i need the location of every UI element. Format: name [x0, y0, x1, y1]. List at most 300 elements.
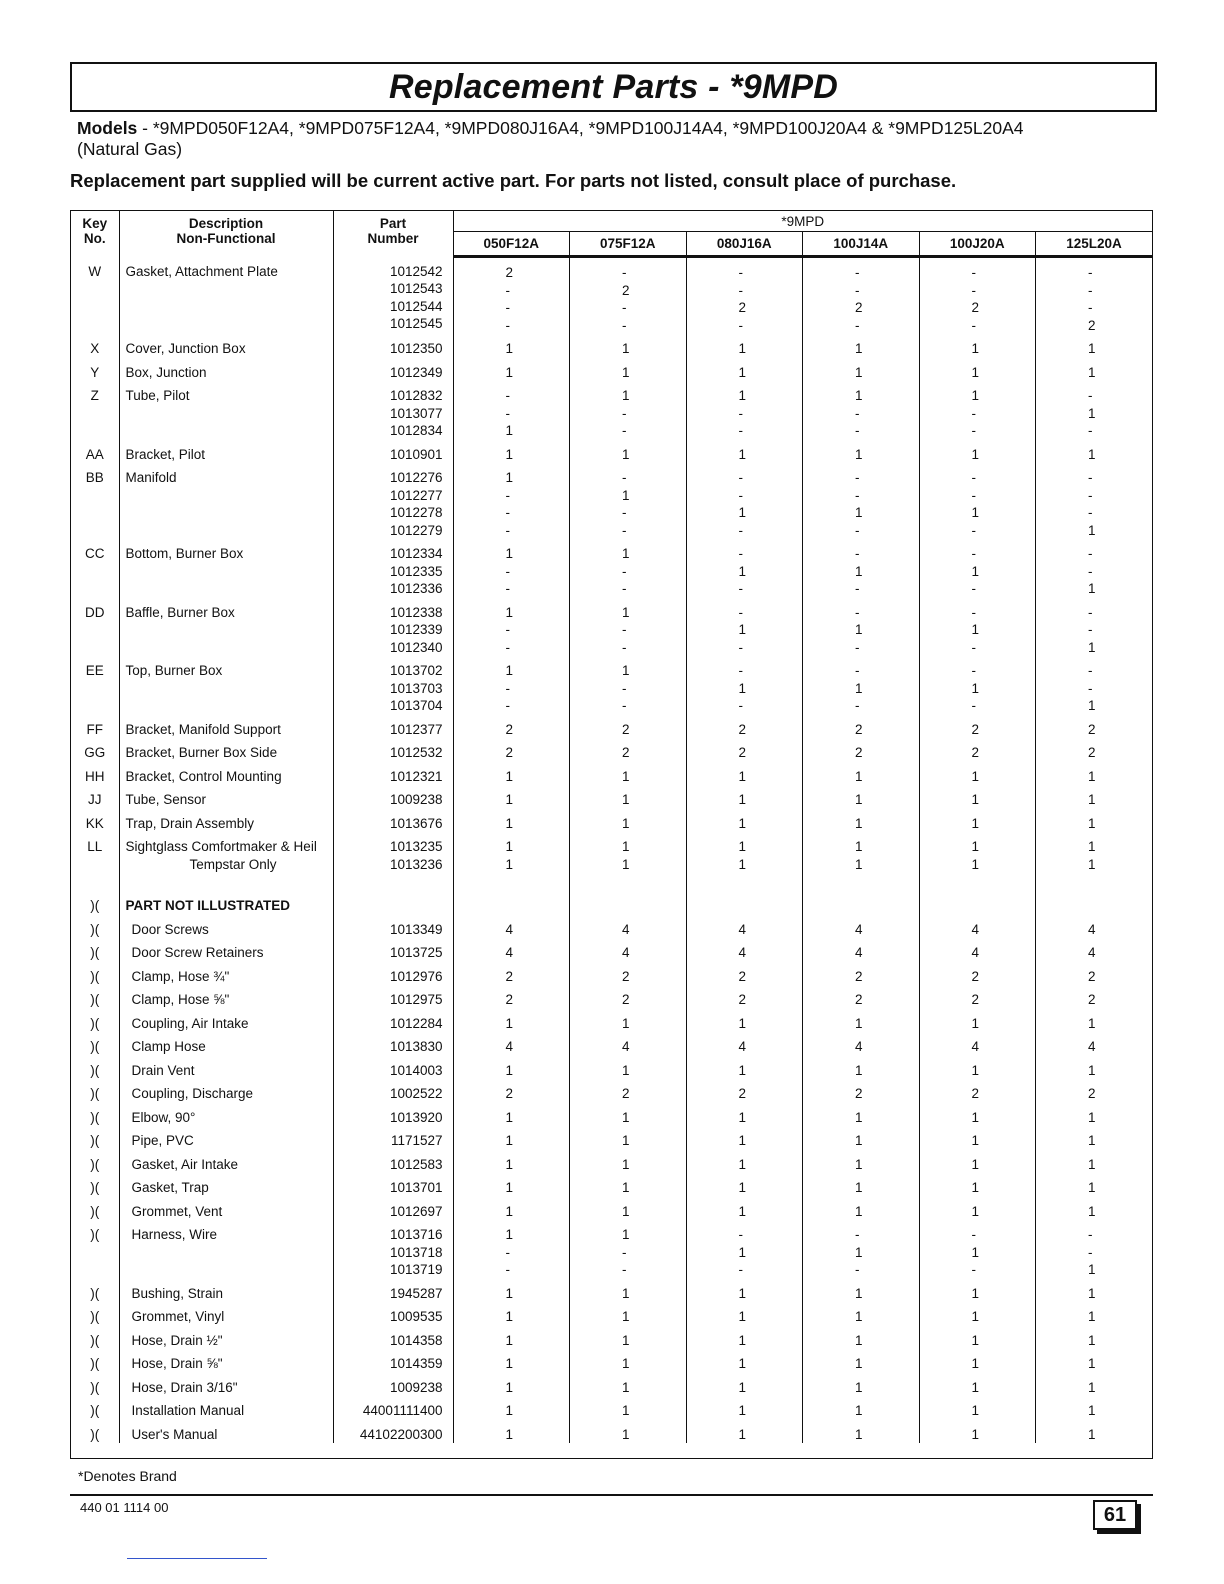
description-cell: Clamp Hose [119, 1032, 333, 1056]
part-number-cell: 1014359 [333, 1349, 453, 1373]
quantity-cell: 2 [1088, 992, 1096, 1007]
key-cell: )( [71, 938, 119, 962]
quantity-cell: 1 [803, 334, 920, 358]
quantity-cell: 1 [686, 1056, 803, 1080]
quantity-cell: - 1 - [686, 656, 803, 715]
quantity-cell: 1 [570, 1150, 687, 1174]
quantity-cell: 1 [1088, 1309, 1096, 1324]
quantity-cell: 1 1 [1088, 839, 1096, 872]
key-cell: )( [71, 1396, 119, 1420]
key-cell: W [71, 257, 119, 335]
table-row [71, 1009, 1152, 1033]
quantity-cell: 1 [919, 1326, 1036, 1350]
quantity-cell: 2 [803, 738, 920, 762]
description-cell: Clamp, Hose ¾" [119, 962, 333, 986]
quantity-cell: 2 [453, 985, 570, 1009]
quantity-cell: 2 [570, 962, 687, 986]
quantity-cell: 1 [453, 809, 570, 833]
quantity-cell: - - 2 - [919, 257, 1036, 335]
quantity-cell: 4 [803, 1032, 920, 1056]
quantity-cell: 2 [1088, 745, 1096, 760]
part-number-cell [333, 873, 453, 915]
quantity-cell: 1 [570, 1420, 687, 1444]
footnote: *Denotes Brand [78, 1468, 177, 1484]
quantity-cell [803, 873, 920, 915]
table-row [71, 1056, 1152, 1080]
quantity-cell: 1 [570, 358, 687, 382]
quantity-cell: 2 [803, 962, 920, 986]
quantity-cell: 1 1 [570, 832, 687, 873]
quantity-cell: 2 - - - [453, 257, 570, 335]
key-cell: )( [71, 1197, 119, 1221]
part-number-cell: 1014358 [333, 1326, 453, 1350]
quantity-cell: 1 [1088, 1109, 1096, 1125]
quantity-cell: 1 [686, 1009, 803, 1033]
part-number-cell: 1013716 1013718 1013719 [333, 1220, 453, 1279]
table-row [71, 985, 1152, 1009]
section-label: PART NOT ILLUSTRATED [119, 873, 333, 915]
quantity-cell: 1 [1088, 792, 1096, 807]
part-number-cell: 1010901 [333, 440, 453, 464]
part-number-cell: 1013235 1013236 [333, 832, 453, 873]
quantity-cell: 1 [803, 1302, 920, 1326]
quantity-cell: 2 [570, 985, 687, 1009]
quantity-cell: 1 [570, 1373, 687, 1397]
quantity-cell: 1 [919, 1197, 1036, 1221]
key-cell: )( [71, 1150, 119, 1174]
quantity-cell: 1 [919, 1373, 1036, 1397]
quantity-cell: 1 [453, 334, 570, 358]
quantity-cell: 1 [1088, 1379, 1096, 1395]
table-row [71, 598, 1152, 657]
table-row [71, 358, 1152, 382]
key-cell: )( [71, 1420, 119, 1444]
part-number-cell: 1012697 [333, 1197, 453, 1221]
quantity-cell: 4 [1088, 945, 1096, 960]
quantity-cell: - 1 - [919, 598, 1036, 657]
key-cell: Z [71, 381, 119, 440]
key-cell: GG [71, 738, 119, 762]
quantity-cell: 2 [1088, 1086, 1096, 1101]
table-row [71, 915, 1152, 939]
quantity-cell: 1 [919, 1420, 1036, 1444]
description-cell: Door Screws [119, 915, 333, 939]
model-header: 080J16A [686, 232, 803, 257]
quantity-cell: 1 [570, 1197, 687, 1221]
quantity-cell: 2 [1088, 721, 1096, 737]
description-cell: Manifold [119, 463, 333, 539]
description-cell: Bracket, Pilot [119, 440, 333, 464]
description-cell: Bracket, Manifold Support [119, 715, 333, 739]
description-cell: Trap, Drain Assembly [119, 809, 333, 833]
part-number-cell: 1013725 [333, 938, 453, 962]
quantity-cell: 1 [570, 809, 687, 833]
page-number: 61 [1093, 1500, 1137, 1530]
quantity-cell: 1 [453, 785, 570, 809]
quantity-cell: 1 [686, 1396, 803, 1420]
quantity-cell: 1 [1088, 1356, 1096, 1371]
table-row [71, 809, 1152, 833]
quantity-cell: 1 [919, 1056, 1036, 1080]
description-cell: Clamp, Hose ⅝" [119, 985, 333, 1009]
part-number-cell: 44102200300 [333, 1420, 453, 1444]
key-cell: )( [71, 1103, 119, 1127]
description-cell: Tube, Pilot [119, 381, 333, 440]
part-number-cell: 1012350 [333, 334, 453, 358]
quantity-cell: 1 [453, 1150, 570, 1174]
quantity-cell: - 1 - [919, 656, 1036, 715]
quantity-cell: - - 1 - [686, 463, 803, 539]
table-row [71, 715, 1152, 739]
key-cell: )( [71, 1173, 119, 1197]
quantity-cell: 1 [803, 762, 920, 786]
quantity-cell: 1 [686, 358, 803, 382]
part-number-cell: 1012975 [333, 985, 453, 1009]
quantity-cell: 1 [1088, 1203, 1096, 1219]
part-number-cell: 1945287 [333, 1279, 453, 1303]
quantity-cell: 2 [1088, 968, 1096, 984]
quantity-cell: 4 [803, 938, 920, 962]
quantity-cell: 1 [803, 785, 920, 809]
table-row [71, 762, 1152, 786]
link-underline [127, 1558, 267, 1559]
quantity-cell: 1 [919, 1396, 1036, 1420]
document-number: 440 01 1114 00 [80, 1500, 169, 1515]
key-cell: )( [71, 873, 119, 915]
description-cell: Top, Burner Box [119, 656, 333, 715]
quantity-cell: 1 [919, 1126, 1036, 1150]
quantity-cell: 4 [570, 1032, 687, 1056]
quantity-cell: 1 [919, 1150, 1036, 1174]
quantity-cell: - 1 - [803, 1220, 920, 1279]
quantity-cell: 1 [919, 440, 1036, 464]
quantity-cell: 4 [1088, 1039, 1096, 1054]
page-title-box [70, 62, 1157, 112]
quantity-cell: 1 [686, 1197, 803, 1221]
quantity-cell: 1 [570, 1302, 687, 1326]
model-header: 100J20A [919, 232, 1036, 257]
model-header: 050F12A [453, 232, 570, 257]
quantity-cell: 2 [686, 985, 803, 1009]
quantity-cell: 1 - - [570, 598, 687, 657]
part-number-cell: 1013676 [333, 809, 453, 833]
quantity-cell: 1 [453, 358, 570, 382]
table-row [71, 656, 1152, 715]
quantity-cell: 1 - - [453, 1220, 570, 1279]
quantity-cell: - 1 - [919, 1220, 1036, 1279]
quantity-cell: 4 [453, 1032, 570, 1056]
quantity-cell: - - 1 - [803, 463, 920, 539]
quantity-cell: 1 [570, 1326, 687, 1350]
quantity-cell: 1 [686, 1103, 803, 1127]
quantity-cell [570, 873, 687, 915]
quantity-cell: 1 - - [453, 656, 570, 715]
brand-header: *9MPD [453, 211, 1152, 232]
quantity-cell: 2 [686, 1079, 803, 1103]
quantity-cell: 1 [453, 762, 570, 786]
quantity-cell: 1 [570, 1279, 687, 1303]
table-row [71, 463, 1152, 539]
part-number-cell: 1012583 [333, 1150, 453, 1174]
key-cell: )( [71, 1373, 119, 1397]
quantity-cell: 1 [686, 1420, 803, 1444]
quantity-cell: 1 [1088, 341, 1096, 356]
key-cell: HH [71, 762, 119, 786]
quantity-cell: 1 [919, 785, 1036, 809]
description-cell: Gasket, Attachment Plate [119, 257, 333, 335]
model-header: 075F12A [570, 232, 687, 257]
description-cell: Box, Junction [119, 358, 333, 382]
quantity-cell: 1 [919, 1009, 1036, 1033]
part-number-cell: 1013349 [333, 915, 453, 939]
quantity-cell: 1 [1088, 1156, 1096, 1172]
table-row [71, 738, 1152, 762]
table-row [71, 539, 1152, 598]
quantity-cell: 1 [686, 1173, 803, 1197]
quantity-cell: 1 [803, 440, 920, 464]
model-header: 100J14A [803, 232, 920, 257]
models-label: Models [77, 118, 138, 138]
quantity-cell: 1 - - [803, 381, 920, 440]
part-number-cell: 1013920 [333, 1103, 453, 1127]
quantity-cell: 2 [919, 962, 1036, 986]
quantity-cell: - - 1 - [919, 463, 1036, 539]
part-number-cell: 1012349 [333, 358, 453, 382]
quantity-cell: 1 [686, 1373, 803, 1397]
description-cell: Drain Vent [119, 1056, 333, 1080]
part-number-cell: 1013830 [333, 1032, 453, 1056]
quantity-cell: 1 [803, 1349, 920, 1373]
quantity-cell: 1 [803, 1150, 920, 1174]
part-number-cell: 1009238 [333, 785, 453, 809]
description-cell: Gasket, Trap [119, 1173, 333, 1197]
quantity-cell: 1 [453, 1056, 570, 1080]
quantity-cell: 1 [686, 1349, 803, 1373]
quantity-cell: 1 [1088, 815, 1096, 831]
quantity-cell: 1 [570, 785, 687, 809]
table-row [71, 1420, 1152, 1444]
quantity-cell: 1 [803, 1396, 920, 1420]
part-number-cell: 1012338 1012339 1012340 [333, 598, 453, 657]
quantity-cell: - - - 1 [1088, 470, 1096, 538]
models-fuel: (Natural Gas) [77, 139, 183, 159]
quantity-cell: 1 [919, 1173, 1036, 1197]
description-cell: Cover, Junction Box [119, 334, 333, 358]
part-number-cell: 1009238 [333, 1373, 453, 1397]
quantity-cell: 1 - - [453, 598, 570, 657]
page-title: Replacement Parts - *9MPD [388, 68, 839, 106]
quantity-cell: 1 1 [686, 832, 803, 873]
key-cell: BB [71, 463, 119, 539]
quantity-cell: 1 - - [686, 381, 803, 440]
key-cell: )( [71, 1220, 119, 1279]
description-cell: Grommet, Vent [119, 1197, 333, 1221]
description-cell: Tube, Sensor [119, 785, 333, 809]
description-cell: Coupling, Discharge [119, 1079, 333, 1103]
table-row [71, 381, 1152, 440]
quantity-cell: - - 1 [1088, 1227, 1096, 1277]
quantity-cell: 1 1 [803, 832, 920, 873]
quantity-cell: 1 [1088, 1332, 1096, 1348]
quantity-cell: 1 [1088, 446, 1096, 462]
quantity-cell: 1 [803, 1279, 920, 1303]
quantity-cell: 1 [803, 1173, 920, 1197]
part-number-cell: 1012976 [333, 962, 453, 986]
quantity-cell: 2 [570, 1079, 687, 1103]
quantity-cell: 2 [803, 1079, 920, 1103]
quantity-cell: 2 [570, 738, 687, 762]
table-row [71, 1396, 1152, 1420]
quantity-cell: 4 [803, 915, 920, 939]
description-header: Description Non-Functional [119, 211, 333, 257]
quantity-cell: 1 [1088, 1062, 1096, 1078]
table-row [71, 440, 1152, 464]
quantity-cell: - - 2 - [803, 257, 920, 335]
quantity-cell: 1 [570, 1126, 687, 1150]
quantity-cell: 2 [803, 715, 920, 739]
quantity-cell: 1 [453, 1279, 570, 1303]
key-cell: )( [71, 1009, 119, 1033]
quantity-cell [1036, 873, 1153, 915]
quantity-cell: 1 [453, 1126, 570, 1150]
quantity-cell: 2 [453, 715, 570, 739]
quantity-cell: 4 [570, 915, 687, 939]
key-cell: Y [71, 358, 119, 382]
quantity-cell: - 1 - [919, 539, 1036, 598]
quantity-cell: 1 [686, 1150, 803, 1174]
part-number-cell: 1012542 1012543 1012544 1012545 [333, 257, 453, 335]
parts-table [71, 211, 1152, 1443]
quantity-cell: - 1 - [803, 656, 920, 715]
quantity-cell: - - 2 - [686, 257, 803, 335]
table-row [71, 1079, 1152, 1103]
quantity-cell: 1 [1088, 1015, 1096, 1031]
quantity-cell: 4 [453, 915, 570, 939]
quantity-cell: 1 [803, 1126, 920, 1150]
description-cell: Baffle, Burner Box [119, 598, 333, 657]
description-cell: Hose, Drain ⅝" [119, 1349, 333, 1373]
key-cell: )( [71, 1279, 119, 1303]
table-row [71, 1349, 1152, 1373]
quantity-cell: 4 [570, 938, 687, 962]
quantity-cell: 1 [453, 1349, 570, 1373]
description-cell: Installation Manual [119, 1396, 333, 1420]
quantity-cell: 1 [919, 762, 1036, 786]
quantity-cell: 1 - - [570, 381, 687, 440]
quantity-cell: 1 [1088, 364, 1096, 380]
table-row [71, 962, 1152, 986]
quantity-cell: 1 [803, 1197, 920, 1221]
quantity-cell: 1 [919, 358, 1036, 382]
replacement-notice: Replacement part supplied will be current active part. For parts not listed, consult place of purchase. [70, 170, 957, 191]
quantity-cell: 1 [1088, 1426, 1096, 1442]
quantity-cell: 1 [570, 762, 687, 786]
quantity-cell: 2 [919, 985, 1036, 1009]
quantity-cell: 1 [570, 1396, 687, 1420]
key-cell: X [71, 334, 119, 358]
table-row [71, 785, 1152, 809]
quantity-cell: 1 [570, 1349, 687, 1373]
quantity-cell: 1 [686, 1302, 803, 1326]
quantity-cell: 1 [453, 440, 570, 464]
key-cell: )( [71, 1326, 119, 1350]
quantity-cell: 1 - - [570, 1220, 687, 1279]
table-row [71, 1302, 1152, 1326]
quantity-cell: - - - 2 [1088, 265, 1096, 333]
description-cell: Harness, Wire [119, 1220, 333, 1279]
quantity-cell: 1 [453, 1396, 570, 1420]
quantity-cell: 1 [919, 809, 1036, 833]
quantity-cell: 1 [1088, 1403, 1096, 1418]
parts-table-frame [70, 210, 1153, 1459]
quantity-cell: 4 [686, 915, 803, 939]
quantity-cell: 1 [1088, 1285, 1096, 1301]
quantity-cell: 1 [453, 1302, 570, 1326]
quantity-cell: 1 - - [570, 656, 687, 715]
key-cell: )( [71, 1349, 119, 1373]
part-number-cell: 1012377 [333, 715, 453, 739]
quantity-cell: 1 [453, 1420, 570, 1444]
table-row [71, 1326, 1152, 1350]
model-header: 125L20A [1036, 232, 1153, 257]
quantity-cell: 1 - - - [453, 463, 570, 539]
key-cell: LL [71, 832, 119, 873]
part-number-cell: 1171527 [333, 1126, 453, 1150]
key-header: Key No. [71, 211, 119, 257]
table-row [71, 1373, 1152, 1397]
quantity-cell: 1 [453, 1197, 570, 1221]
description-cell: Bracket, Burner Box Side [119, 738, 333, 762]
quantity-cell: 1 [803, 1373, 920, 1397]
key-cell: )( [71, 962, 119, 986]
quantity-cell: 2 [453, 962, 570, 986]
quantity-cell: 4 [919, 1032, 1036, 1056]
quantity-cell: 2 [919, 715, 1036, 739]
quantity-cell: 2 [686, 738, 803, 762]
key-cell: )( [71, 1079, 119, 1103]
key-cell: )( [71, 985, 119, 1009]
quantity-cell: 1 [686, 1279, 803, 1303]
quantity-cell [919, 873, 1036, 915]
quantity-cell: 1 [686, 762, 803, 786]
quantity-cell: 1 [686, 1126, 803, 1150]
quantity-cell: 1 - - [453, 539, 570, 598]
table-row [71, 1197, 1152, 1221]
key-cell: CC [71, 539, 119, 598]
quantity-cell: 1 [1088, 768, 1096, 784]
quantity-cell: 2 [803, 985, 920, 1009]
key-cell: )( [71, 1302, 119, 1326]
quantity-cell: 1 1 [453, 832, 570, 873]
quantity-cell: 1 [453, 1326, 570, 1350]
quantity-cell: 1 [570, 1173, 687, 1197]
table-row [71, 1173, 1152, 1197]
models-line [77, 118, 1024, 160]
quantity-cell: 1 [803, 809, 920, 833]
quantity-cell: 1 [686, 1326, 803, 1350]
description-cell: Hose, Drain 3/16" [119, 1373, 333, 1397]
description-cell: User's Manual [119, 1420, 333, 1444]
table-row [71, 1279, 1152, 1303]
quantity-cell: - 1 - [686, 1220, 803, 1279]
quantity-cell [686, 873, 803, 915]
part-number-cell: 44001111400 [333, 1396, 453, 1420]
quantity-cell: 1 [803, 1420, 920, 1444]
table-row [71, 1103, 1152, 1127]
key-cell: )( [71, 1056, 119, 1080]
key-cell: EE [71, 656, 119, 715]
quantity-cell [453, 873, 570, 915]
